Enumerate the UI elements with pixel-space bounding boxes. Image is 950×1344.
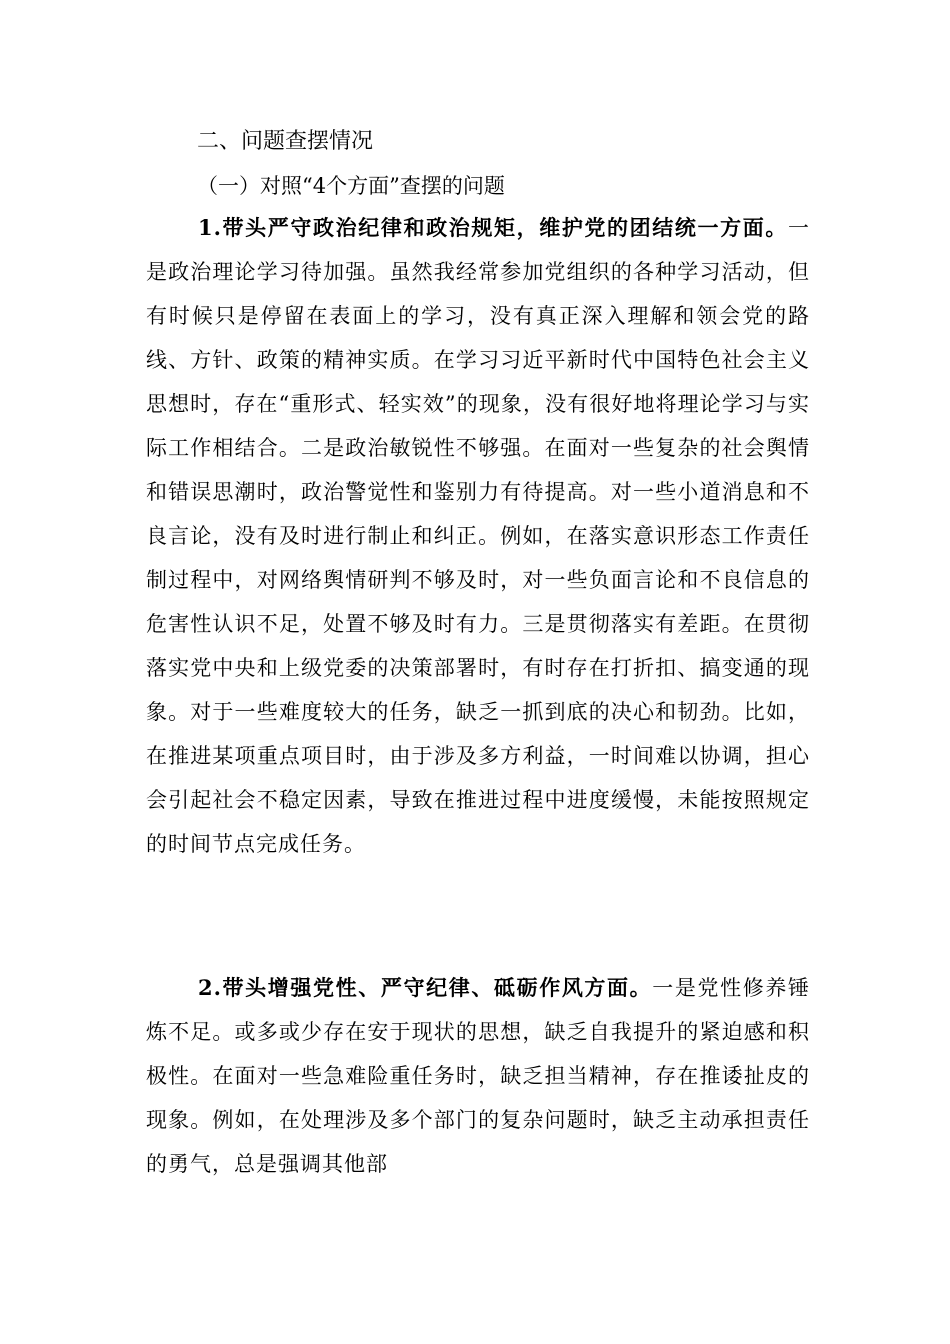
paragraph-2: [146, 966, 810, 1186]
paragraph-1-lead: 1.带头严守政治纪律和政治规矩，维护党的团结统一方面。: [198, 215, 788, 240]
paragraph-1: [146, 206, 810, 866]
section-title: 二、问题查摆情况: [197, 129, 374, 154]
paragraph-1-body: 一是政治理论学习待加强。虽然我经常参加党组织的各种学习活动，但有时候只是停留在表面上的学习，没有真正深入理解和领会党的路线、方针、政策的精神实质。在学习习近平新时代中国特色社会主义思想时，存在“重形式、轻实效”的现象，没有很好地将理论学习与实际工作相结合。二是政治敏锐性不够强。在面对一些复杂的社会舆情和错误思潮时，政治警觉性和鉴别力有待提高。对一些小道消息和不良言论，没有及时进行制止和纠正。例如，在落实意识形态工作责任制过程中，对网络舆情研判不够及时，对一些负面言论和不良信息的危害性认识不足，处置不够及时有力。三是贯彻落实有差距。在贯彻落实党中央和上级党委的决策部署时，有时存在打折扣、搞变通的现象。对于一些难度较大的任务，缺乏一抓到底的决心和韧劲。比如，在推进某项重点项目时，由于涉及多方利益，一时间难以协调，担心会引起社会不稳定因素，导致在推进过程中进度缓慢，未能按照规定的时间节点完成任务。: [146, 216, 810, 856]
paragraph-2-lead: 2.带头增强党性、严守纪律、砥砺作风方面。: [198, 975, 653, 1000]
paragraph-2-body: 一是党性修养锤炼不足。或多或少存在安于现状的思想，缺乏自我提升的紧迫感和积极性。在面对一些急难险重任务时，缺乏担当精神，存在推诿扯皮的现象。例如，在处理涉及多个部门的复杂问题时，缺乏主动承担责任的勇气，总是强调其他部: [146, 976, 811, 1176]
subsection-title: （一）对照“4个方面”查摆的问题: [197, 174, 505, 198]
